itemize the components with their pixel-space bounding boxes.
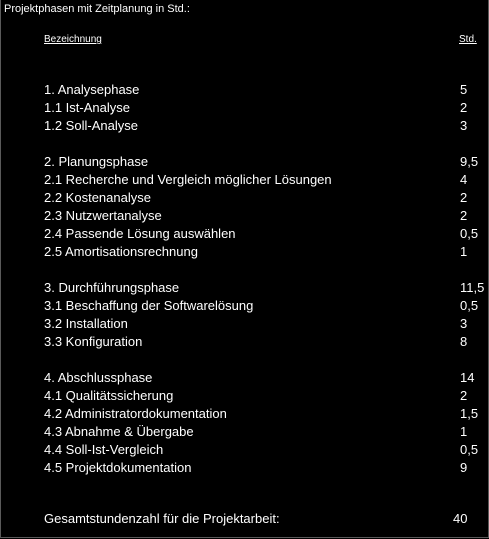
- task-label: 2.5 Amortisationsrechnung: [44, 244, 198, 259]
- task-hours: 3: [460, 118, 468, 133]
- column-header-name: Bezeichnung: [44, 34, 102, 45]
- task-row: [1, 297, 489, 315]
- task-row: [1, 441, 489, 459]
- task-row: [1, 117, 489, 135]
- task-hours: 0,5: [460, 298, 479, 313]
- phase-hours: 11,5: [460, 280, 485, 295]
- task-hours: 8: [460, 334, 468, 349]
- task-label: 4.2 Administratordokumentation: [44, 406, 227, 421]
- task-label: 1.2 Soll-Analyse: [44, 118, 138, 133]
- phase-title-row: [1, 279, 489, 297]
- task-label: 4.3 Abnahme & Übergabe: [44, 424, 194, 439]
- task-hours: 4: [460, 172, 468, 187]
- task-hours: 0,5: [460, 442, 479, 457]
- phase-hours: 14: [460, 370, 475, 385]
- total-hours: 40: [453, 511, 468, 526]
- task-label: 2.3 Nutzwertanalyse: [44, 208, 162, 223]
- task-hours: 3: [460, 316, 468, 331]
- task-hours: 2: [460, 388, 468, 403]
- phase-block-analyse: [1, 81, 489, 135]
- phase-hours: 5: [460, 82, 468, 97]
- task-row: [1, 207, 489, 225]
- total-label: Gesamtstundenzahl für die Projektarbeit:: [44, 511, 280, 526]
- task-row: [1, 315, 489, 333]
- phase-title-row: [1, 81, 489, 99]
- phase-title: 3. Durchführungsphase: [44, 280, 180, 295]
- task-row: [1, 225, 489, 243]
- phase-list: [1, 81, 489, 495]
- task-label: 2.4 Passende Lösung auswählen: [44, 226, 236, 241]
- task-label: 2.1 Recherche und Vergleich möglicher Lösungen: [44, 172, 332, 187]
- phase-title-row: [1, 153, 489, 171]
- task-label: 4.1 Qualitätssicherung: [44, 388, 174, 403]
- task-row: [1, 405, 489, 423]
- task-row: [1, 333, 489, 351]
- task-label: 1.1 Ist-Analyse: [44, 100, 130, 115]
- task-row: [1, 459, 489, 477]
- task-row: [1, 423, 489, 441]
- task-label: 4.4 Soll-Ist-Vergleich: [44, 442, 164, 457]
- task-label: 2.2 Kostenanalyse: [44, 190, 151, 205]
- task-hours: 9: [460, 460, 468, 475]
- task-label: 3.3 Konfiguration: [44, 334, 143, 349]
- task-row: [1, 387, 489, 405]
- task-label: 4.5 Projektdokumentation: [44, 460, 192, 475]
- task-label: 3.2 Installation: [44, 316, 128, 331]
- task-hours: 2: [460, 208, 468, 223]
- task-hours: 0,5: [460, 226, 479, 241]
- phase-block-planung: [1, 153, 489, 261]
- task-hours: 1: [460, 424, 468, 439]
- task-row: [1, 171, 489, 189]
- task-row: [1, 99, 489, 117]
- task-hours: 1: [460, 244, 468, 259]
- phase-title: 2. Planungsphase: [44, 154, 149, 169]
- phase-hours: 9,5: [460, 154, 479, 169]
- column-header-hours: Std.: [459, 34, 477, 45]
- task-hours: 2: [460, 100, 468, 115]
- phase-title-row: [1, 369, 489, 387]
- phase-title: 1. Analysephase: [44, 82, 140, 97]
- phase-title: 4. Abschlussphase: [44, 370, 153, 385]
- task-label: 3.1 Beschaffung der Softwarelösung: [44, 298, 254, 313]
- phase-block-durchfuehrung: [1, 279, 489, 351]
- phase-block-abschluss: [1, 369, 489, 477]
- task-hours: 1,5: [460, 406, 479, 421]
- task-hours: 2: [460, 190, 468, 205]
- task-row: [1, 189, 489, 207]
- document-caption: Projektphasen mit Zeitplanung in Std.:: [4, 3, 190, 15]
- total-row: [1, 510, 489, 528]
- task-row: [1, 243, 489, 261]
